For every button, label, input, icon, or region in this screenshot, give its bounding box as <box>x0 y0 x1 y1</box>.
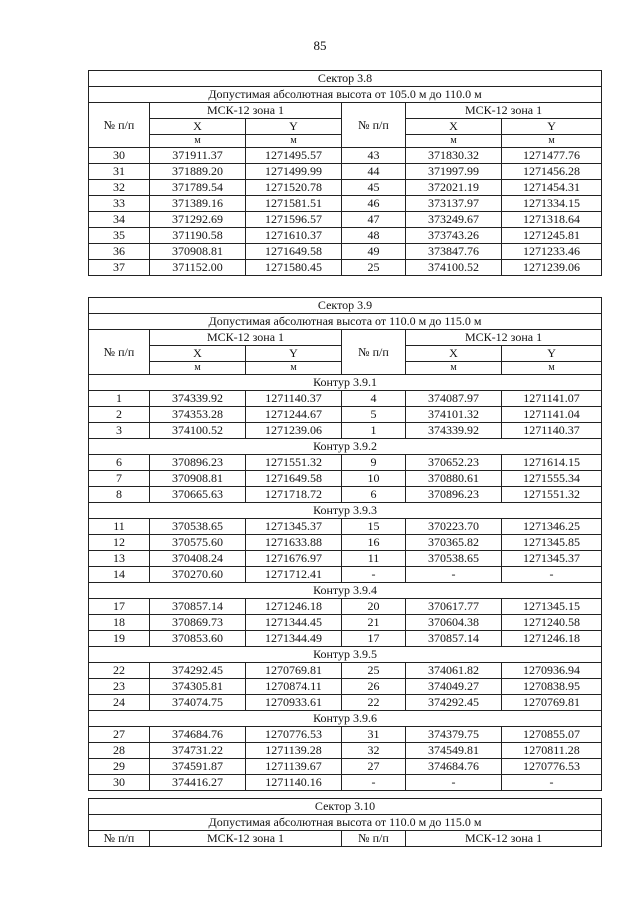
data-cell: 374416.27 <box>150 775 246 791</box>
data-cell: 374591.87 <box>150 759 246 775</box>
header-y: Y <box>246 119 342 135</box>
data-cell: 1271334.15 <box>502 196 602 212</box>
contour-title: Контур 3.9.5 <box>89 647 602 663</box>
table-row <box>89 631 602 647</box>
data-cell: 1271246.18 <box>246 599 342 615</box>
data-cell: 374100.52 <box>150 423 246 439</box>
table-row <box>89 695 602 711</box>
table-row <box>89 487 602 503</box>
data-cell: 1271495.57 <box>246 148 342 164</box>
header-num: № п/п <box>89 330 150 375</box>
header-x: X <box>406 346 502 362</box>
empty-cell: - <box>342 567 406 583</box>
header-system: МСК-12 зона 1 <box>406 330 602 346</box>
data-cell: 371830.32 <box>406 148 502 164</box>
header-y: Y <box>246 346 342 362</box>
data-cell: 25 <box>342 663 406 679</box>
data-cell: 370665.63 <box>150 487 246 503</box>
data-cell: 1270776.53 <box>502 759 602 775</box>
data-cell: 372021.19 <box>406 180 502 196</box>
data-cell: 371889.20 <box>150 164 246 180</box>
data-cell: 374379.75 <box>406 727 502 743</box>
header-system: МСК-12 зона 1 <box>406 831 602 847</box>
data-cell: 7 <box>89 471 150 487</box>
data-cell: 35 <box>89 228 150 244</box>
table-row <box>89 228 602 244</box>
data-cell: 31 <box>89 164 150 180</box>
data-cell: 1271633.88 <box>246 535 342 551</box>
data-cell: 1271246.18 <box>502 631 602 647</box>
data-cell: 1271596.57 <box>246 212 342 228</box>
height-range: Допустимая абсолютная высота от 110.0 м до 115.0 м <box>89 815 602 831</box>
data-cell: 1271318.64 <box>502 212 602 228</box>
contour-row <box>89 375 602 391</box>
data-cell: 1271551.32 <box>246 455 342 471</box>
header-num: № п/п <box>89 831 150 847</box>
data-cell: 374292.45 <box>150 663 246 679</box>
data-cell: 370896.23 <box>150 455 246 471</box>
contour-row <box>89 647 602 663</box>
data-cell: 374549.81 <box>406 743 502 759</box>
empty-cell: - <box>342 775 406 791</box>
data-cell: 6 <box>89 455 150 471</box>
table-row <box>89 743 602 759</box>
header-num: № п/п <box>89 103 150 148</box>
data-cell: 1271140.37 <box>246 391 342 407</box>
data-cell: 45 <box>342 180 406 196</box>
data-cell: 6 <box>342 487 406 503</box>
data-cell: 1271139.28 <box>246 743 342 759</box>
data-cell: 374087.97 <box>406 391 502 407</box>
data-cell: 370652.23 <box>406 455 502 471</box>
data-cell: 5 <box>342 407 406 423</box>
data-cell: 48 <box>342 228 406 244</box>
table-row <box>89 519 602 535</box>
data-cell: 26 <box>342 679 406 695</box>
data-cell: 1271345.15 <box>502 599 602 615</box>
table-row <box>89 391 602 407</box>
table-row <box>89 775 602 791</box>
data-cell: 10 <box>342 471 406 487</box>
header-unit: м <box>150 135 246 148</box>
header-num: № п/п <box>342 103 406 148</box>
data-cell: 374061.82 <box>406 663 502 679</box>
data-cell: 371292.69 <box>150 212 246 228</box>
data-cell: 1270769.81 <box>246 663 342 679</box>
data-cell: 370538.65 <box>150 519 246 535</box>
data-cell: 23 <box>89 679 150 695</box>
data-cell: 371190.58 <box>150 228 246 244</box>
header-num: № п/п <box>342 831 406 847</box>
data-cell: 11 <box>89 519 150 535</box>
data-cell: 11 <box>342 551 406 567</box>
data-cell: 1271245.81 <box>502 228 602 244</box>
height-range-row <box>89 815 602 831</box>
data-cell: 373743.26 <box>406 228 502 244</box>
data-cell: 20 <box>342 599 406 615</box>
data-cell: 4 <box>342 391 406 407</box>
data-cell: 43 <box>342 148 406 164</box>
table-row <box>89 471 602 487</box>
table-row <box>89 599 602 615</box>
data-cell: 1270811.28 <box>502 743 602 759</box>
table-row <box>89 679 602 695</box>
data-cell: 1 <box>89 391 150 407</box>
header-x: X <box>150 119 246 135</box>
table-row <box>89 148 602 164</box>
data-cell: 371789.54 <box>150 180 246 196</box>
data-cell: 24 <box>89 695 150 711</box>
data-cell: 373847.76 <box>406 244 502 260</box>
table-row <box>89 567 602 583</box>
sector-title: Сектор 3.10 <box>89 799 602 815</box>
data-cell: 36 <box>89 244 150 260</box>
data-cell: 1271141.07 <box>502 391 602 407</box>
sector-title-row <box>89 71 602 87</box>
table-row <box>89 180 602 196</box>
data-cell: 29 <box>89 759 150 775</box>
data-cell: 374731.22 <box>150 743 246 759</box>
header-row <box>89 330 602 346</box>
empty-cell: - <box>406 567 502 583</box>
data-cell: 374049.27 <box>406 679 502 695</box>
data-cell: 1270838.95 <box>502 679 602 695</box>
data-cell: 1 <box>342 423 406 439</box>
data-cell: 8 <box>89 487 150 503</box>
data-cell: 370853.60 <box>150 631 246 647</box>
table-row <box>89 535 602 551</box>
data-cell: 1271610.37 <box>246 228 342 244</box>
data-cell: 1271345.85 <box>502 535 602 551</box>
data-cell: 371152.00 <box>150 260 246 276</box>
data-cell: 370908.81 <box>150 244 246 260</box>
data-cell: 22 <box>342 695 406 711</box>
sector-title-row <box>89 799 602 815</box>
header-num: № п/п <box>342 330 406 375</box>
data-cell: 1270936.94 <box>502 663 602 679</box>
data-cell: 1271141.04 <box>502 407 602 423</box>
data-cell: 1271346.25 <box>502 519 602 535</box>
contour-title: Контур 3.9.2 <box>89 439 602 455</box>
data-cell: 1271240.58 <box>502 615 602 631</box>
data-cell: 374074.75 <box>150 695 246 711</box>
table-row <box>89 164 602 180</box>
data-cell: 15 <box>342 519 406 535</box>
data-cell: 374339.92 <box>406 423 502 439</box>
data-cell: 2 <box>89 407 150 423</box>
contour-row <box>89 711 602 727</box>
data-cell: 14 <box>89 567 150 583</box>
data-cell: 1271239.06 <box>502 260 602 276</box>
data-cell: 18 <box>89 615 150 631</box>
table-row <box>89 212 602 228</box>
table-row <box>89 423 602 439</box>
data-cell: 1271649.58 <box>246 244 342 260</box>
data-cell: 370896.23 <box>406 487 502 503</box>
data-cell: 17 <box>342 631 406 647</box>
data-cell: 32 <box>89 180 150 196</box>
header-unit: м <box>502 362 602 375</box>
data-cell: 1271520.78 <box>246 180 342 196</box>
data-cell: 373249.67 <box>406 212 502 228</box>
sector-table-3-10 <box>88 798 602 847</box>
header-unit: м <box>246 362 342 375</box>
data-cell: 374292.45 <box>406 695 502 711</box>
contour-row <box>89 583 602 599</box>
header-system: МСК-12 зона 1 <box>406 103 602 119</box>
data-cell: 1271344.49 <box>246 631 342 647</box>
data-cell: 46 <box>342 196 406 212</box>
table-row <box>89 196 602 212</box>
data-cell: 1271345.37 <box>502 551 602 567</box>
data-cell: 1271712.41 <box>246 567 342 583</box>
height-range-row <box>89 314 602 330</box>
page-number: 85 <box>313 38 327 53</box>
data-cell: 1271244.67 <box>246 407 342 423</box>
contour-title: Контур 3.9.3 <box>89 503 602 519</box>
table-row <box>89 759 602 775</box>
data-cell: 370908.81 <box>150 471 246 487</box>
data-cell: 1271477.76 <box>502 148 602 164</box>
data-cell: 3 <box>89 423 150 439</box>
table-row <box>89 727 602 743</box>
header-unit: м <box>246 135 342 148</box>
data-cell: 370880.61 <box>406 471 502 487</box>
data-cell: 25 <box>342 260 406 276</box>
sector-table-3-8 <box>88 70 602 276</box>
data-cell: 34 <box>89 212 150 228</box>
sector-title: Сектор 3.8 <box>89 71 602 87</box>
data-cell: 27 <box>89 727 150 743</box>
data-cell: 374305.81 <box>150 679 246 695</box>
header-unit: м <box>406 135 502 148</box>
table-row <box>89 260 602 276</box>
data-cell: 1271344.45 <box>246 615 342 631</box>
data-cell: 16 <box>342 535 406 551</box>
data-cell: 1270874.11 <box>246 679 342 695</box>
data-cell: 1271456.28 <box>502 164 602 180</box>
data-cell: 1271499.99 <box>246 164 342 180</box>
table-row <box>89 244 602 260</box>
height-range: Допустимая абсолютная высота от 110.0 м до 115.0 м <box>89 314 602 330</box>
data-cell: 31 <box>342 727 406 743</box>
data-cell: 44 <box>342 164 406 180</box>
data-cell: 30 <box>89 775 150 791</box>
data-cell: 1271140.16 <box>246 775 342 791</box>
contour-row <box>89 503 602 519</box>
data-cell: 370857.14 <box>150 599 246 615</box>
sector-title: Сектор 3.9 <box>89 298 602 314</box>
data-cell: 1271614.15 <box>502 455 602 471</box>
data-cell: 27 <box>342 759 406 775</box>
data-cell: 1271718.72 <box>246 487 342 503</box>
data-cell: 370408.24 <box>150 551 246 567</box>
data-cell: 370617.77 <box>406 599 502 615</box>
data-cell: 30 <box>89 148 150 164</box>
data-cell: 374339.92 <box>150 391 246 407</box>
data-cell: 19 <box>89 631 150 647</box>
data-cell: 373137.97 <box>406 196 502 212</box>
data-cell: 371997.99 <box>406 164 502 180</box>
contour-row <box>89 439 602 455</box>
data-cell: 370575.60 <box>150 535 246 551</box>
empty-cell: - <box>502 567 602 583</box>
data-cell: 1271551.32 <box>502 487 602 503</box>
empty-cell: - <box>406 775 502 791</box>
data-cell: 1270769.81 <box>502 695 602 711</box>
header-x: X <box>150 346 246 362</box>
data-cell: 374101.32 <box>406 407 502 423</box>
contour-title: Контур 3.9.6 <box>89 711 602 727</box>
sector-title-row <box>89 298 602 314</box>
contour-title: Контур 3.9.1 <box>89 375 602 391</box>
table-row <box>89 615 602 631</box>
data-cell: 1271239.06 <box>246 423 342 439</box>
data-cell: 1271345.37 <box>246 519 342 535</box>
data-cell: 370869.73 <box>150 615 246 631</box>
table-row <box>89 551 602 567</box>
data-cell: 37 <box>89 260 150 276</box>
header-unit: м <box>406 362 502 375</box>
data-cell: 370270.60 <box>150 567 246 583</box>
table-row <box>89 455 602 471</box>
data-cell: 1271555.34 <box>502 471 602 487</box>
data-cell: 1271233.46 <box>502 244 602 260</box>
data-cell: 49 <box>342 244 406 260</box>
data-cell: 374684.76 <box>406 759 502 775</box>
data-cell: 370538.65 <box>406 551 502 567</box>
data-cell: 13 <box>89 551 150 567</box>
data-cell: 1271649.58 <box>246 471 342 487</box>
empty-cell: - <box>502 775 602 791</box>
data-cell: 374353.28 <box>150 407 246 423</box>
data-cell: 1270776.53 <box>246 727 342 743</box>
header-y: Y <box>502 346 602 362</box>
data-cell: 371911.37 <box>150 148 246 164</box>
contour-title: Контур 3.9.4 <box>89 583 602 599</box>
data-cell: 21 <box>342 615 406 631</box>
data-cell: 9 <box>342 455 406 471</box>
table-row <box>89 407 602 423</box>
header-unit: м <box>502 135 602 148</box>
header-unit: м <box>150 362 246 375</box>
data-cell: 22 <box>89 663 150 679</box>
header-system: МСК-12 зона 1 <box>150 330 342 346</box>
data-cell: 32 <box>342 743 406 759</box>
table-row <box>89 663 602 679</box>
header-x: X <box>406 119 502 135</box>
data-cell: 47 <box>342 212 406 228</box>
header-system: МСК-12 зона 1 <box>150 103 342 119</box>
data-cell: 370223.70 <box>406 519 502 535</box>
data-cell: 1270855.07 <box>502 727 602 743</box>
data-cell: 28 <box>89 743 150 759</box>
data-cell: 17 <box>89 599 150 615</box>
data-cell: 1271140.37 <box>502 423 602 439</box>
data-cell: 33 <box>89 196 150 212</box>
data-cell: 370365.82 <box>406 535 502 551</box>
data-cell: 370857.14 <box>406 631 502 647</box>
height-range: Допустимая абсолютная высота от 105.0 м до 110.0 м <box>89 87 602 103</box>
data-cell: 1271454.31 <box>502 180 602 196</box>
sector-table-3-9 <box>88 297 602 791</box>
data-cell: 371389.16 <box>150 196 246 212</box>
header-row <box>89 831 602 847</box>
data-cell: 374684.76 <box>150 727 246 743</box>
data-cell: 370604.38 <box>406 615 502 631</box>
height-range-row <box>89 87 602 103</box>
data-cell: 12 <box>89 535 150 551</box>
data-cell: 1271580.45 <box>246 260 342 276</box>
header-system: МСК-12 зона 1 <box>150 831 342 847</box>
data-cell: 1271676.97 <box>246 551 342 567</box>
data-cell: 1271139.67 <box>246 759 342 775</box>
data-cell: 1270933.61 <box>246 695 342 711</box>
header-row <box>89 103 602 119</box>
data-cell: 1271581.51 <box>246 196 342 212</box>
data-cell: 374100.52 <box>406 260 502 276</box>
header-y: Y <box>502 119 602 135</box>
